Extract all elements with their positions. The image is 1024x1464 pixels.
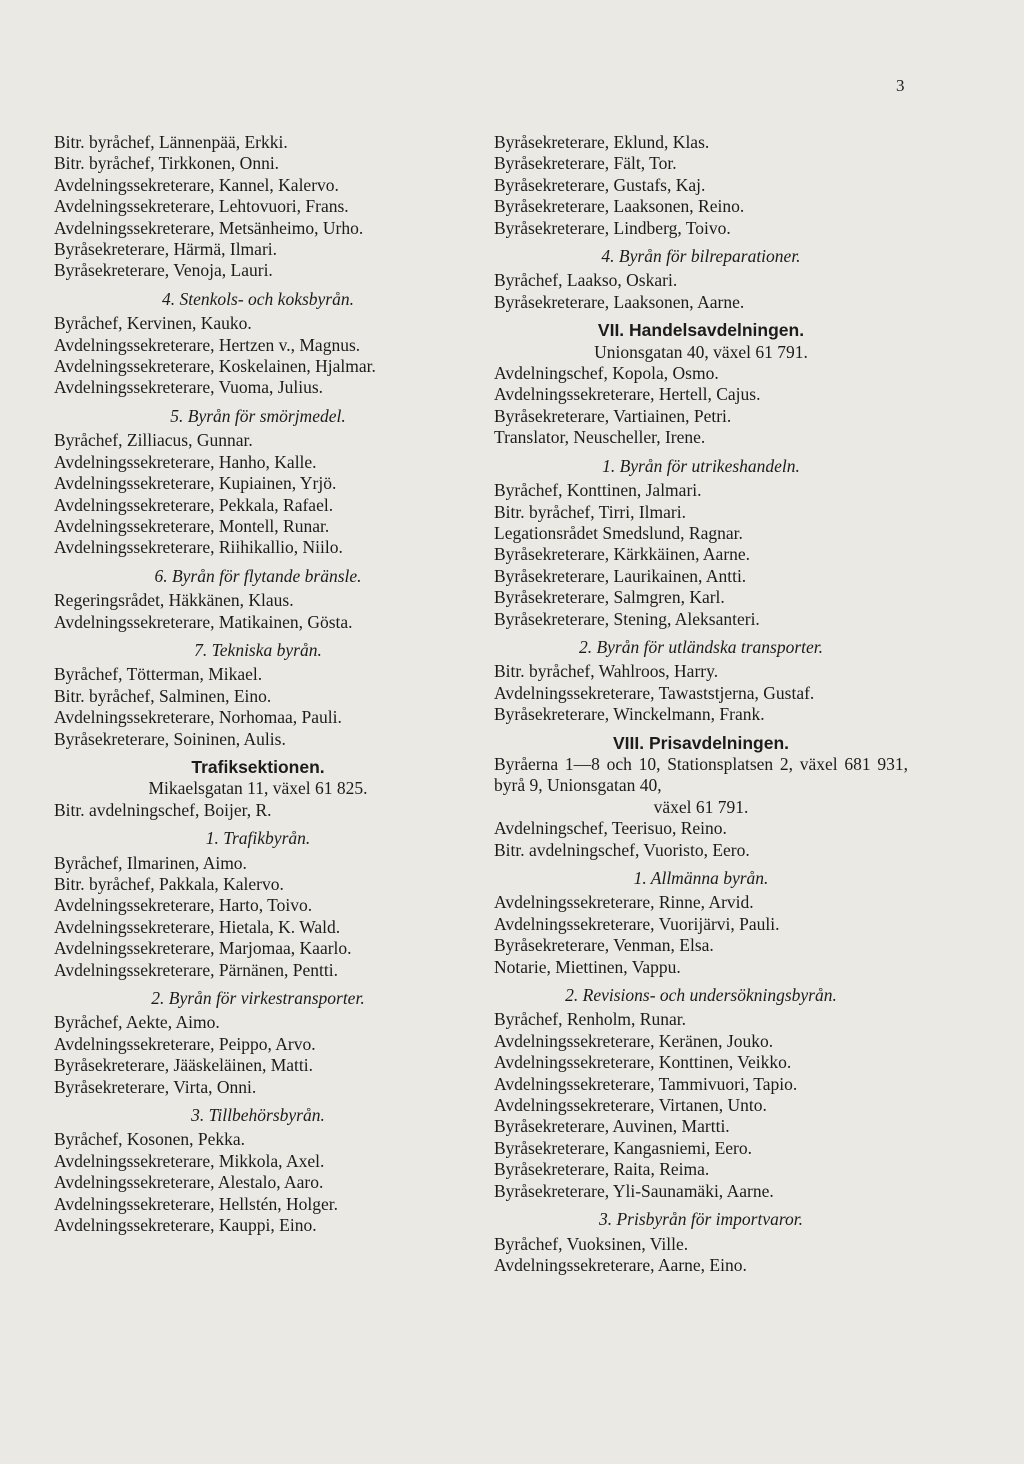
entry-line: Regeringsrådet, Häkkänen, Klaus. <box>54 590 294 611</box>
entry-line: Bitr. byråchef, Wahlroos, Harry. <box>494 661 719 682</box>
entry-line: Byråchef, Aekte, Aimo. <box>54 1012 220 1033</box>
entry-line: Byråchef, Kosonen, Pekka. <box>54 1129 245 1150</box>
entry-line: Byråsekreterare, Lindberg, Toivo. <box>494 217 731 238</box>
entry-line: Avdelningssekreterare, Tawaststjerna, Gustaf. <box>494 682 815 703</box>
entry-line: Byråsekreterare, Härmä, Ilmari. <box>54 239 278 260</box>
entry-line: Byråsekreterare, Eklund, Klas. <box>494 132 710 152</box>
bureau-heading: 4. Stenkols- och koksbyrån. <box>162 288 354 309</box>
entry-line: Byråchef, Zilliacus, Gunnar. <box>54 430 253 451</box>
entry-line: Byråsekreterare, Fält, Tor. <box>494 153 677 174</box>
entry-line: Avdelningschef, Teerisuo, Reino. <box>494 818 727 839</box>
section-heading: Trafiksektionen. <box>191 756 325 777</box>
entry-line: Bitr. avdelningschef, Boijer, R. <box>54 799 272 820</box>
entry-line: Avdelningssekreterare, Keränen, Jouko. <box>494 1030 774 1051</box>
entry-line: Avdelningssekreterare, Harto, Toivo. <box>54 895 313 916</box>
entry-line: Avdelningssekreterare, Hellstén, Holger. <box>54 1193 338 1214</box>
section-heading: VII. Handelsavdelningen. <box>597 320 805 341</box>
bureau-heading: 4. Byrån för bilreparationer. <box>601 246 801 267</box>
entry-line: Byråsekreterare, Venoja, Lauri. <box>54 260 273 281</box>
entry-line: Avdelningssekreterare, Vuoma, Julius. <box>54 377 324 398</box>
entry-line: Byråsekreterare, Kangasniemi, Eero. <box>494 1137 753 1158</box>
entry-line: Avdelningssekreterare, Vuorijärvi, Pauli. <box>494 913 780 934</box>
right-column <box>494 132 908 1276</box>
entry-line: Byråsekreterare, Soininen, Aulis. <box>54 728 286 749</box>
bureau-heading: 1. Trafikbyrån. <box>205 828 311 849</box>
left-column <box>54 132 462 1237</box>
entry-line: Notarie, Miettinen, Vappu. <box>494 956 681 977</box>
bureau-heading: 1. Allmänna byrån. <box>633 868 769 888</box>
entry-line: Avdelningssekreterare, Kupiainen, Yrjö. <box>54 473 337 494</box>
entry-line: Byråchef, Laakso, Oskari. <box>494 270 678 291</box>
entry-line: Avdelningssekreterare, Aarne, Eino. <box>494 1254 747 1275</box>
page-number: 3 <box>896 76 905 95</box>
bureau-heading: 2. Byrån för utländska transporter. <box>578 636 824 657</box>
entry-line: Avdelningssekreterare, Tammivuori, Tapio. <box>494 1073 798 1094</box>
entry-line: Byråsekreterare, Laaksonen, Reino. <box>494 196 745 217</box>
entry-line: Bitr. byråchef, Pakkala, Kalervo. <box>54 874 284 894</box>
entry-line: Avdelningssekreterare, Pärnänen, Pentti. <box>54 959 338 980</box>
entry-line: Bitr. byråchef, Salminen, Eino. <box>54 685 272 706</box>
entry-line: Byråchef, Konttinen, Jalmari. <box>494 480 702 501</box>
entry-line: Byråsekreterare, Winckelmann, Frank. <box>494 704 765 725</box>
entry-line: Bitr. byråchef, Tirkkonen, Onni. <box>54 153 280 174</box>
entry-line: Avdelningssekreterare, Lehtovuori, Frans. <box>54 196 349 217</box>
entry-line: Avdelningssekreterare, Hertzen v., Magnus. <box>54 334 361 355</box>
entry-line: Avdelningssekreterare, Peippo, Arvo. <box>54 1033 316 1054</box>
entry-line: Translator, Neuscheller, Irene. <box>494 427 706 448</box>
entry-line: Byråchef, Vuoksinen, Ville. <box>494 1233 689 1254</box>
entry-line: Avdelningssekreterare, Pekkala, Rafael. <box>54 494 334 515</box>
entry-line: Byråsekreterare, Salmgren, Karl. <box>494 587 725 608</box>
entry-line: Avdelningssekreterare, Rinne, Arvid. <box>494 892 754 913</box>
entry-line: Byråchef, Kervinen, Kauko. <box>54 313 252 334</box>
entry-line: Avdelningssekreterare, Riihikallio, Niilo. <box>54 537 343 558</box>
entry-line: Byråsekreterare, Laaksonen, Aarne. <box>494 291 745 312</box>
bureau-heading: 5. Byrån för smörjmedel. <box>170 405 346 426</box>
entry-line: Byråchef, Tötterman, Mikael. <box>54 664 263 685</box>
entry-line: Avdelningssekreterare, Konttinen, Veikko. <box>494 1052 792 1073</box>
entry-line: Byråsekreterare, Jääskeläinen, Matti. <box>54 1055 313 1076</box>
entry-line: Byråsekreterare, Stening, Aleksanteri. <box>494 608 760 629</box>
bureau-heading: 2. Byrån för virkestransporter. <box>151 988 365 1009</box>
entry-line: Byråchef, Renholm, Runar. <box>494 1009 686 1030</box>
entry-line: Byråsekreterare, Auvinen, Martti. <box>494 1116 730 1137</box>
entry-line: Bitr. byråchef, Tirri, Ilmari. <box>494 501 686 522</box>
entry-line: Avdelningssekreterare, Hanho, Kalle. <box>54 451 317 472</box>
section-heading: VIII. Prisavdelningen. <box>612 732 790 753</box>
entry-line: Avdelningssekreterare, Mikkola, Axel. <box>54 1150 325 1171</box>
entry-line: Byråsekreterare, Vartiainen, Petri. <box>494 405 732 426</box>
entry-line: Avdelningssekreterare, Hietala, K. Wald. <box>54 916 341 937</box>
address-line: Mikaelsgatan 11, växel 61 825. <box>148 778 368 799</box>
entry-line: Avdelningssekreterare, Alestalo, Aaro. <box>54 1172 324 1193</box>
entry-line: Byråsekreterare, Gustafs, Kaj. <box>494 174 706 195</box>
entry-line: Byråsekreterare, Virta, Onni. <box>54 1076 257 1097</box>
bureau-heading: 1. Byrån för utrikeshandeln. <box>602 455 800 476</box>
entry-line: Avdelningssekreterare, Kauppi, Eino. <box>54 1215 317 1236</box>
entry-line: Avdelningssekreterare, Hertell, Cajus. <box>494 384 761 405</box>
entry-line: Byråsekreterare, Laurikainen, Antti. <box>494 565 747 586</box>
entry-line: Legationsrådet Smedslund, Ragnar. <box>494 522 743 543</box>
entry-line: Bitr. avdelningschef, Vuoristo, Eero. <box>494 839 750 860</box>
entry-line: Byråsekreterare, Raita, Reima. <box>494 1159 710 1180</box>
bureau-heading: 6. Byrån för flytande bränsle. <box>154 565 362 586</box>
entry-line: Avdelningssekreterare, Metsänheimo, Urho. <box>54 217 364 238</box>
entry-line: Avdelningssekreterare, Marjomaa, Kaarlo. <box>54 938 352 959</box>
bureau-heading: 2. Revisions- och undersökningsbyrån. <box>565 985 837 1006</box>
entry-line: Avdelningschef, Kopola, Osmo. <box>494 363 719 384</box>
bureau-heading: 3. Tillbehörsbyrån. <box>191 1105 325 1126</box>
entry-line: Avdelningssekreterare, Kannel, Kalervo. <box>54 174 339 195</box>
entry-line: Bitr. byråchef, Lännenpää, Erkki. <box>54 132 288 152</box>
entry-line: Byråsekreterare, Yli-Saunamäki, Aarne. <box>494 1180 774 1201</box>
entry-line: Byråsekreterare, Kärkkäinen, Aarne. <box>494 544 751 565</box>
entry-line: Byråsekreterare, Venman, Elsa. <box>494 935 714 956</box>
entry-line: Byråerna 1—8 och 10, Stationsplatsen 2, växel 681 931, byrå 9, Unionsgatan 40, <box>494 753 908 796</box>
entry-line: Avdelningssekreterare, Koskelainen, Hjalmar. <box>54 356 376 377</box>
entry-line: Avdelningssekreterare, Norhomaa, Pauli. <box>54 707 342 728</box>
bureau-heading: 7. Tekniska byrån. <box>194 639 322 660</box>
address-line: Unionsgatan 40, växel 61 791. <box>594 341 808 362</box>
entry-line: Avdelningssekreterare, Montell, Runar. <box>54 515 330 536</box>
address-line: växel 61 791. <box>653 796 749 817</box>
entry-line: Avdelningssekreterare, Matikainen, Gösta. <box>54 611 353 632</box>
bureau-heading: 3. Prisbyrån för importvaror. <box>598 1209 804 1230</box>
entry-line: Avdelningssekreterare, Virtanen, Unto. <box>494 1095 767 1116</box>
entry-line: Byråchef, Ilmarinen, Aimo. <box>54 852 247 873</box>
